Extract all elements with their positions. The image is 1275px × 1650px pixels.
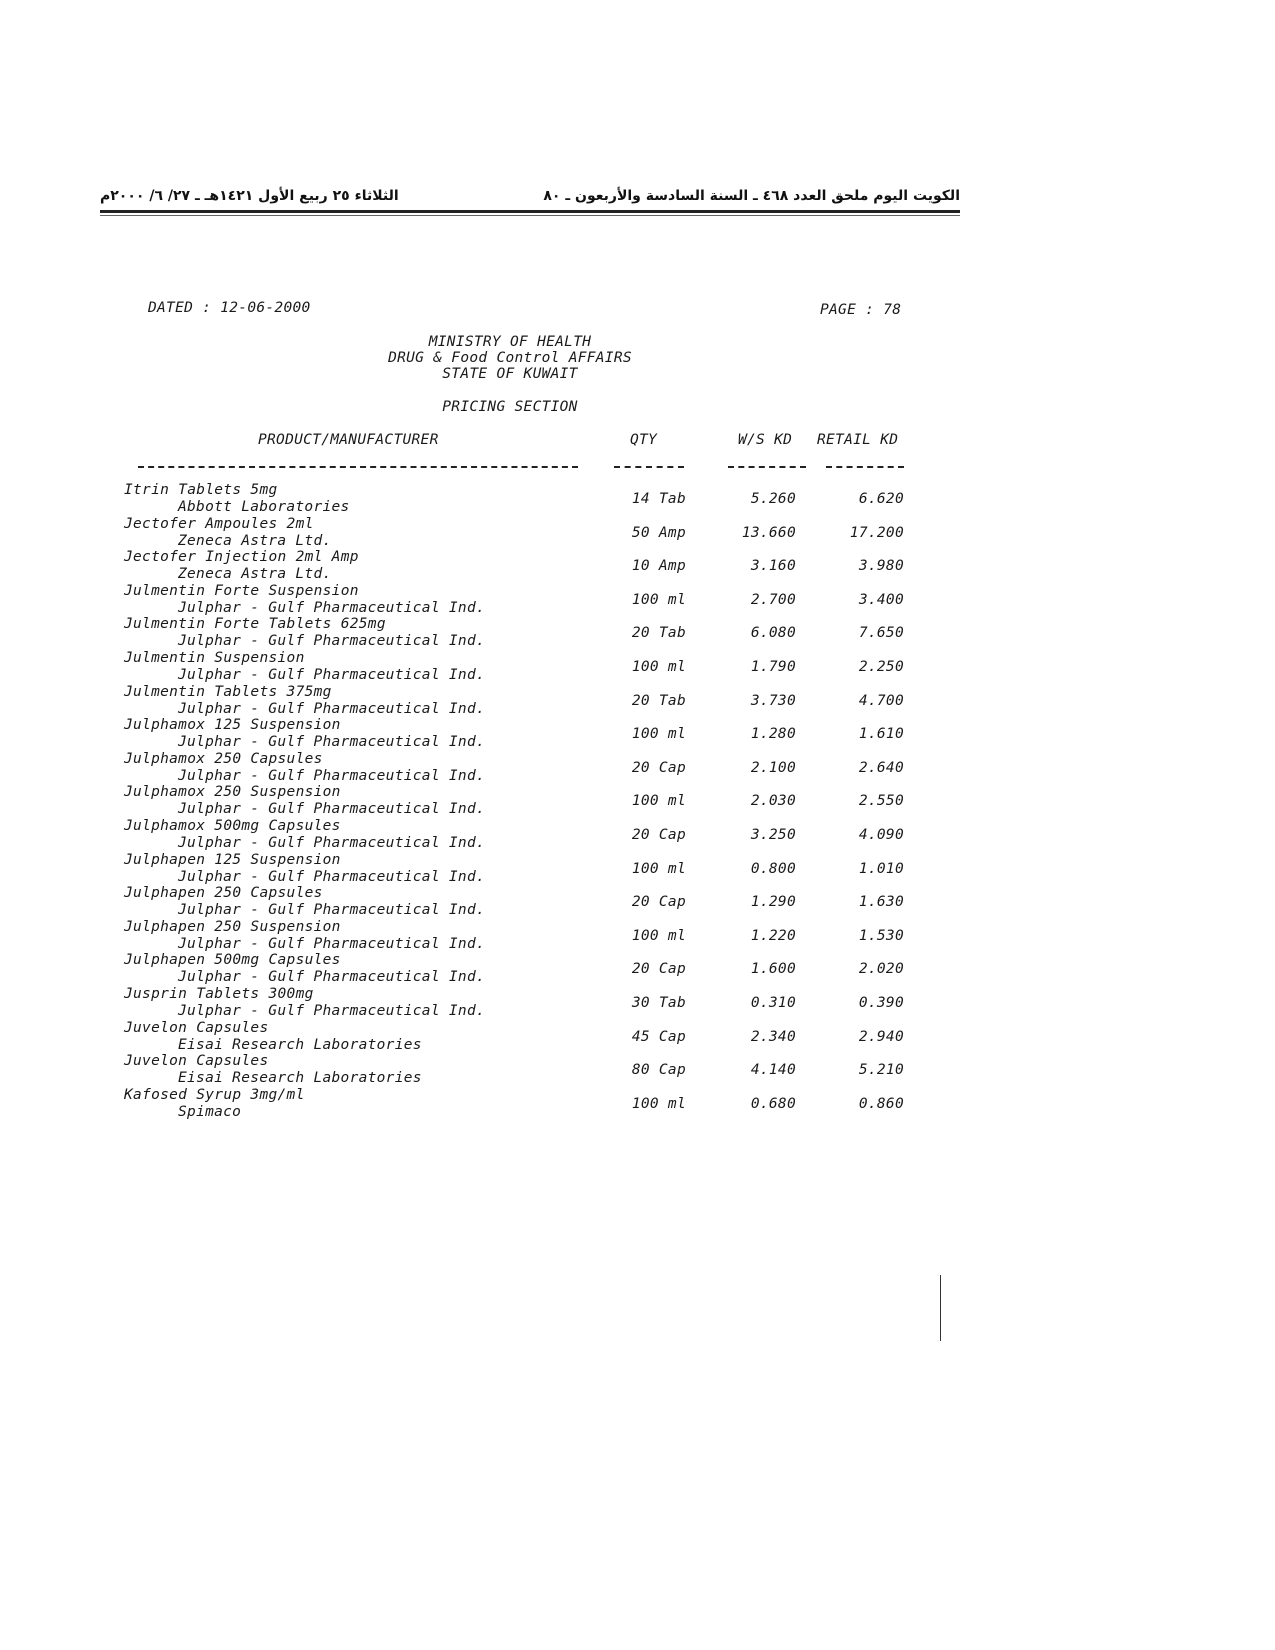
- table-row: [0, 583, 1275, 617]
- product-name: Julphamox 250 Capsules: [124, 750, 323, 767]
- manufacturer-name: Julphar - Gulf Pharmaceutical Ind.: [178, 767, 486, 784]
- table-row: [0, 684, 1275, 718]
- column-header-ws: W/S KD: [738, 432, 793, 448]
- manufacturer-name: Julphar - Gulf Pharmaceutical Ind.: [178, 599, 486, 616]
- manufacturer-name: Zeneca Astra Ltd.: [178, 566, 332, 583]
- gazette-issue-header: الكويت اليوم ملحق العدد ٤٦٨ ـ السنة السادسة والأربعون ـ ٨٠: [543, 188, 960, 204]
- retail-price-cell: 1.610: [858, 726, 904, 743]
- ws-price-cell: 3.730: [750, 692, 796, 709]
- manufacturer-name: Julphar - Gulf Pharmaceutical Ind.: [178, 902, 486, 919]
- product-name: Julphapen 125 Suspension: [124, 851, 341, 868]
- manufacturer-name: Julphar - Gulf Pharmaceutical Ind.: [178, 633, 486, 650]
- product-name: Jectofer Ampoules 2ml: [124, 515, 314, 532]
- table-row: [0, 986, 1275, 1020]
- table-row: [0, 482, 1275, 516]
- manufacturer-name: Julphar - Gulf Pharmaceutical Ind.: [178, 868, 486, 885]
- product-name: Itrin Tablets 5mg: [124, 482, 278, 498]
- qty-cell: 20 Cap: [631, 894, 686, 911]
- manufacturer-name: Julphar - Gulf Pharmaceutical Ind.: [178, 935, 486, 952]
- manufacturer-name: Julphar - Gulf Pharmaceutical Ind.: [178, 969, 486, 986]
- dash-rule-product: [138, 466, 578, 468]
- dated-label: DATED : 12-06-2000: [148, 300, 311, 316]
- product-name: Kafosed Syrup 3mg/ml: [124, 1086, 305, 1103]
- qty-cell: 14 Tab: [631, 491, 686, 507]
- margin-mark: [940, 1275, 941, 1341]
- retail-price-cell: 2.020: [858, 961, 904, 978]
- ws-price-cell: 2.030: [750, 793, 796, 810]
- product-name: Julphapen 250 Suspension: [124, 918, 341, 935]
- qty-cell: 80 Cap: [631, 1062, 686, 1079]
- retail-price-cell: 2.250: [858, 658, 904, 675]
- table-row: [0, 1020, 1275, 1054]
- qty-cell: 100 ml: [631, 726, 686, 743]
- qty-cell: 20 Tab: [631, 692, 686, 709]
- manufacturer-name: Abbott Laboratories: [178, 499, 350, 515]
- column-header-product: PRODUCT/MANUFACTURER: [258, 432, 439, 448]
- ws-price-cell: 5.260: [750, 491, 796, 507]
- product-name: Julphamox 250 Suspension: [124, 784, 341, 801]
- ws-price-cell: 2.700: [750, 591, 796, 608]
- product-name: Julmentin Forte Tablets 625mg: [124, 616, 386, 633]
- table-row: [0, 549, 1275, 583]
- qty-cell: 20 Cap: [631, 961, 686, 978]
- ws-price-cell: 2.340: [750, 1028, 796, 1045]
- manufacturer-name: Julphar - Gulf Pharmaceutical Ind.: [178, 700, 486, 717]
- ws-price-cell: 0.680: [750, 1095, 796, 1112]
- qty-cell: 100 ml: [631, 591, 686, 608]
- qty-cell: 100 ml: [631, 1095, 686, 1112]
- ws-price-cell: 0.310: [750, 994, 796, 1011]
- table-row: [0, 650, 1275, 684]
- header-rule: [100, 210, 960, 213]
- ministry-title: MINISTRY OF HEALTH: [428, 334, 592, 350]
- retail-price-cell: 2.940: [858, 1028, 904, 1045]
- product-name: Julphapen 500mg Capsules: [124, 952, 341, 969]
- product-name: Juvelon Capsules: [124, 1019, 269, 1036]
- state-title: STATE OF KUWAIT: [442, 366, 578, 382]
- product-name: Julphamox 500mg Capsules: [124, 817, 341, 834]
- ws-price-cell: 3.160: [750, 558, 796, 575]
- pricing-table: [0, 482, 1275, 1120]
- retail-price-cell: 2.640: [858, 759, 904, 776]
- retail-price-cell: 4.700: [858, 692, 904, 709]
- manufacturer-name: Julphar - Gulf Pharmaceutical Ind.: [178, 734, 486, 751]
- retail-price-cell: 1.630: [858, 894, 904, 911]
- product-name: Jectofer Injection 2ml Amp: [124, 549, 359, 566]
- ws-price-cell: 3.250: [750, 826, 796, 843]
- qty-cell: 100 ml: [631, 658, 686, 675]
- retail-price-cell: 0.860: [858, 1095, 904, 1112]
- ws-price-cell: 2.100: [750, 759, 796, 776]
- product-name: Julphapen 250 Capsules: [124, 885, 323, 902]
- table-row: [0, 919, 1275, 953]
- qty-cell: 50 Amp: [631, 524, 686, 541]
- ws-price-cell: 1.280: [750, 726, 796, 743]
- qty-cell: 20 Cap: [631, 759, 686, 776]
- retail-price-cell: 1.530: [858, 927, 904, 944]
- manufacturer-name: Julphar - Gulf Pharmaceutical Ind.: [178, 666, 486, 683]
- qty-cell: 10 Amp: [631, 558, 686, 575]
- ws-price-cell: 1.600: [750, 961, 796, 978]
- dash-rule-retail: [826, 466, 904, 468]
- column-header-qty: QTY: [630, 432, 658, 448]
- retail-price-cell: 1.010: [858, 860, 904, 877]
- qty-cell: 30 Tab: [631, 994, 686, 1011]
- product-name: Julmentin Forte Suspension: [124, 582, 359, 599]
- table-row: [0, 852, 1275, 886]
- retail-price-cell: 7.650: [858, 625, 904, 642]
- page-number: PAGE : 78: [820, 302, 902, 318]
- dash-rule-qty: [614, 466, 684, 468]
- header-rule-thin: [100, 215, 960, 216]
- retail-price-cell: 0.390: [858, 994, 904, 1011]
- manufacturer-name: Eisai Research Laboratories: [178, 1070, 422, 1087]
- manufacturer-name: Julphar - Gulf Pharmaceutical Ind.: [178, 801, 486, 818]
- ws-price-cell: 1.220: [750, 927, 796, 944]
- table-row: [0, 952, 1275, 986]
- table-row: [0, 516, 1275, 550]
- manufacturer-name: Eisai Research Laboratories: [178, 1036, 422, 1053]
- qty-cell: 100 ml: [631, 927, 686, 944]
- table-row: [0, 818, 1275, 852]
- dash-rule-ws: [728, 466, 806, 468]
- qty-cell: 100 ml: [631, 793, 686, 810]
- retail-price-cell: 6.620: [858, 491, 904, 507]
- qty-cell: 45 Cap: [631, 1028, 686, 1045]
- department-title: DRUG & Food Control AFFAIRS: [388, 350, 632, 366]
- retail-price-cell: 2.550: [858, 793, 904, 810]
- retail-price-cell: 3.400: [858, 591, 904, 608]
- retail-price-cell: 17.200: [849, 524, 904, 541]
- table-row: [0, 784, 1275, 818]
- qty-cell: 100 ml: [631, 860, 686, 877]
- manufacturer-name: Julphar - Gulf Pharmaceutical Ind.: [178, 834, 486, 851]
- table-row: [0, 1053, 1275, 1087]
- section-title: PRICING SECTION: [442, 399, 578, 415]
- manufacturer-name: Julphar - Gulf Pharmaceutical Ind.: [178, 1002, 486, 1019]
- table-row: [0, 751, 1275, 785]
- product-name: Jusprin Tablets 300mg: [124, 985, 314, 1002]
- retail-price-cell: 4.090: [858, 826, 904, 843]
- retail-price-cell: 5.210: [858, 1062, 904, 1079]
- manufacturer-name: Spimaco: [178, 1103, 242, 1120]
- qty-cell: 20 Tab: [631, 625, 686, 642]
- product-name: Julmentin Suspension: [124, 649, 305, 666]
- retail-price-cell: 3.980: [858, 558, 904, 575]
- table-row: [0, 1087, 1275, 1121]
- table-row: [0, 885, 1275, 919]
- table-row: [0, 717, 1275, 751]
- product-name: Julmentin Tablets 375mg: [124, 683, 332, 700]
- column-header-retail: RETAIL KD: [817, 432, 899, 448]
- gazette-date-header: الثلاثاء ٢٥ ربيع الأول ١٤٢١هـ ـ ٢٧/ ٦/ ٢٠٠٠م: [100, 188, 399, 204]
- ws-price-cell: 0.800: [750, 860, 796, 877]
- table-row: [0, 616, 1275, 650]
- ws-price-cell: 13.660: [741, 524, 796, 541]
- qty-cell: 20 Cap: [631, 826, 686, 843]
- ws-price-cell: 6.080: [750, 625, 796, 642]
- product-name: Julphamox 125 Suspension: [124, 717, 341, 734]
- product-name: Juvelon Capsules: [124, 1053, 269, 1070]
- manufacturer-name: Zeneca Astra Ltd.: [178, 532, 332, 549]
- ws-price-cell: 1.790: [750, 658, 796, 675]
- ws-price-cell: 4.140: [750, 1062, 796, 1079]
- ws-price-cell: 1.290: [750, 894, 796, 911]
